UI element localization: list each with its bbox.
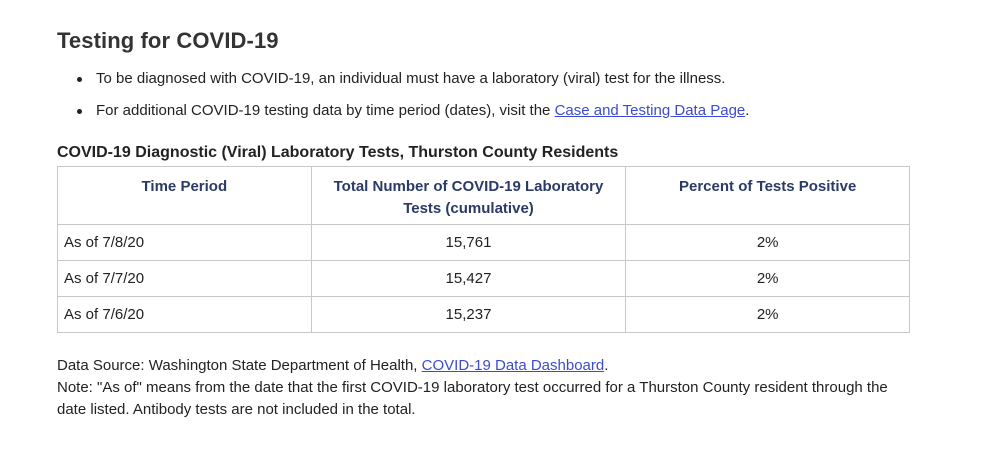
covid-data-dashboard-link[interactable]: COVID-19 Data Dashboard — [421, 357, 605, 374]
bullet-text: To be diagnosed with COVID-19, an individual must have a laboratory (viral) test for the illness. — [96, 70, 726, 87]
header-total-tests: Total Number of COVID-19 Laboratory Tests (cumulative) — [311, 167, 626, 225]
cell-time-period: As of 7/6/20 — [58, 297, 312, 333]
header-percent-positive: Percent of Tests Positive — [626, 167, 910, 225]
lab-tests-table — [57, 166, 910, 333]
bullet-dot-icon — [77, 109, 82, 114]
cell-total-tests: 15,761 — [311, 225, 626, 261]
table-header-row — [58, 167, 910, 225]
cell-total-tests: 15,427 — [311, 261, 626, 297]
cell-time-period: As of 7/8/20 — [58, 225, 312, 261]
cell-percent-positive: 2% — [626, 261, 910, 297]
data-source-line — [57, 355, 897, 377]
table-row — [58, 261, 910, 297]
bullet-item-diagnosis — [57, 68, 937, 90]
data-source-suffix: . — [604, 357, 609, 374]
bullet-text: For additional COVID-19 testing data by time period (dates), visit the — [96, 102, 555, 119]
page-title: Testing for COVID-19 — [57, 28, 279, 53]
cell-percent-positive: 2% — [626, 225, 910, 261]
cell-percent-positive: 2% — [626, 297, 910, 333]
table-row — [58, 297, 910, 333]
cell-total-tests: 15,237 — [311, 297, 626, 333]
table-row — [58, 225, 910, 261]
bullet-item-testing-data — [57, 100, 937, 122]
bullet-dot-icon — [77, 77, 82, 82]
info-bullet-list — [57, 68, 937, 132]
header-time-period: Time Period — [58, 167, 312, 225]
table-caption: COVID-19 Diagnostic (Viral) Laboratory Tests, Thurston County Residents — [57, 144, 619, 161]
bullet-text-suffix: . — [745, 102, 750, 119]
data-source-text: Data Source: Washington State Department of Health, — [57, 357, 422, 374]
cell-time-period: As of 7/7/20 — [58, 261, 312, 297]
case-testing-data-link[interactable]: Case and Testing Data Page — [554, 102, 746, 119]
note-text: Note: "As of" means from the date that the first COVID-19 laboratory test occurred for a Thurston County resident through the date listed. Antibody tests are not included in the total. — [57, 379, 888, 418]
table-footer-notes — [57, 355, 897, 421]
